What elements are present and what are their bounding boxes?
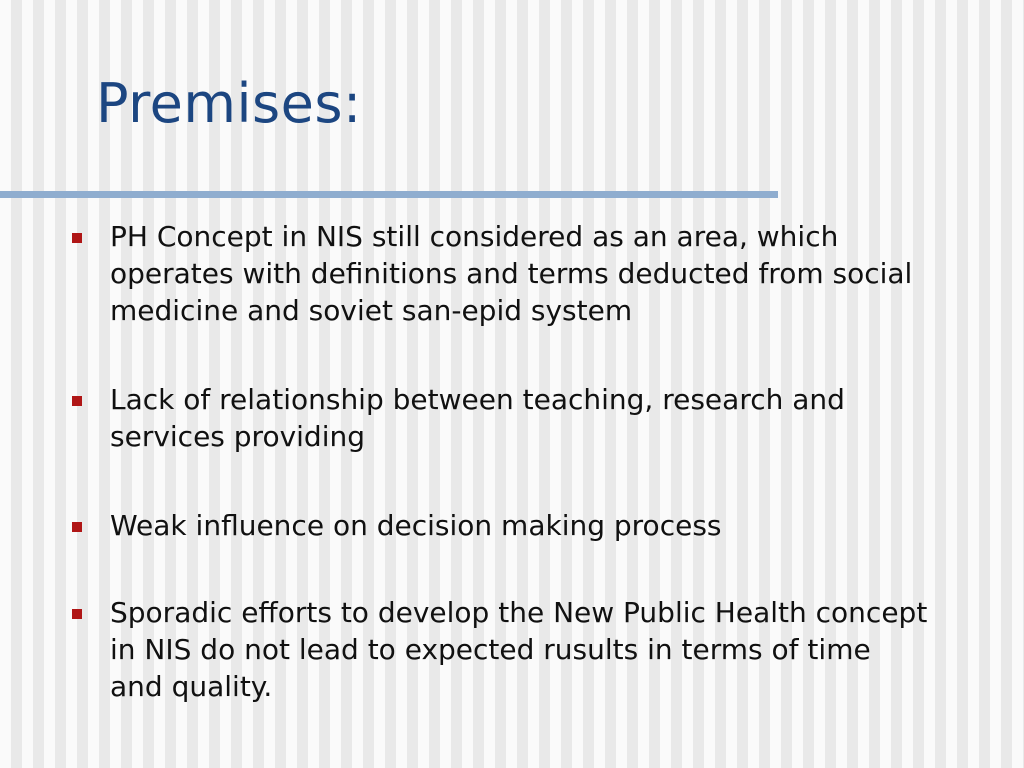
square-bullet-icon <box>72 609 82 619</box>
slide-title: Premises: <box>96 72 362 135</box>
bullet-item <box>72 218 932 329</box>
title-underline <box>0 191 778 198</box>
bullet-text: Weak influence on decision making process <box>110 509 722 542</box>
square-bullet-icon <box>72 233 82 243</box>
bullet-item <box>72 594 932 705</box>
bullet-item <box>72 381 932 455</box>
bullet-text: Lack of relationship between teaching, research and services providing <box>110 383 845 453</box>
bullet-text: PH Concept in NIS still considered as an area, which operates with definitions and terms deducted from social medicine and soviet san-epid system <box>110 220 913 327</box>
bullet-text: Sporadic efforts to develop the New Public Health concept in NIS do not lead to expected rusults in terms of time and quality. <box>110 596 928 703</box>
bullet-item <box>72 507 932 544</box>
bullet-list <box>72 218 932 757</box>
square-bullet-icon <box>72 396 82 406</box>
square-bullet-icon <box>72 522 82 532</box>
